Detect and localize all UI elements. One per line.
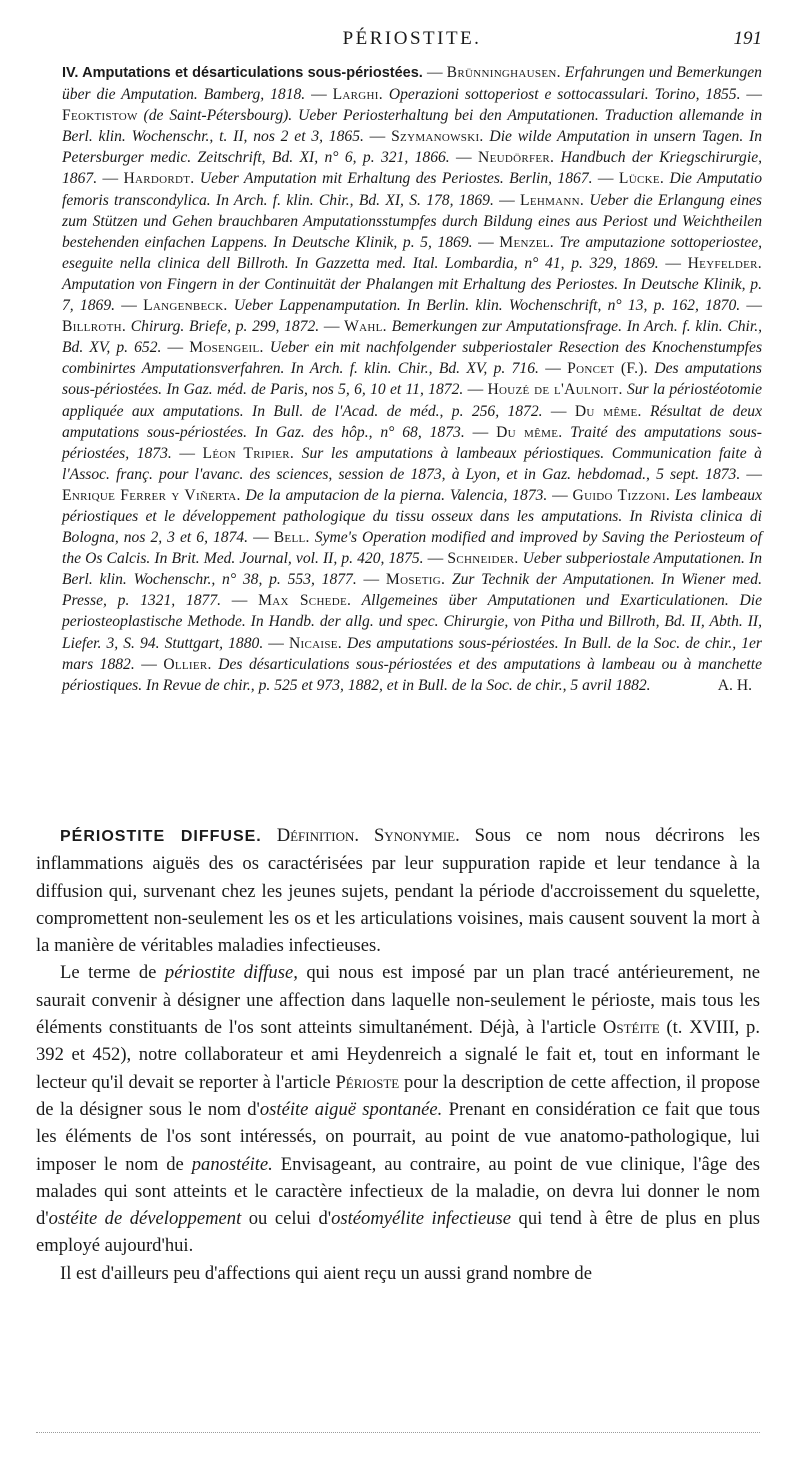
bibliography-author: Mosetig. (385, 571, 446, 589)
text-run: Envisageant, au contraire, au point de vue clinique, l'âge des malades qui sont atteints et le caractère infectieux de la maladie, on devra lui donner le nom d' (36, 1153, 760, 1230)
bibliography-author: Du même. (574, 402, 642, 420)
cross-reference: Périoste (335, 1071, 400, 1093)
entry-separator: — (248, 529, 274, 547)
bibliography-author: Poncet (F.). (567, 360, 649, 378)
bibliography-reference: Die wilde Amputation in unsern Tagen. In Petersburger medic. Zeitschrift, Bd. XI, n° 6, p. 321, 1866. (62, 128, 762, 167)
page-header (62, 28, 762, 58)
entry-separator: — (464, 423, 497, 441)
entry-separator: — (423, 550, 448, 568)
footer-rule (36, 1432, 760, 1433)
bibliography-author: Langenbeck. (143, 297, 228, 315)
bibliography-author: Neudörfer. (478, 149, 555, 167)
bibliography-author: Larghi. (332, 86, 383, 104)
bibliography-reference: Erfahrungen und Bemerkungen über die Amputation. Bamberg, 1818. (62, 64, 762, 104)
italic-term: ostéite aiguë spontanée. (259, 1098, 443, 1120)
italic-term: ostéite de développement (48, 1208, 242, 1230)
bibliography-author: Enrique Ferrer y Viñerta. (62, 486, 241, 504)
entry-separator: — (740, 465, 762, 483)
bibliography-author: Billroth. (62, 318, 127, 336)
entry-separator: — (547, 486, 573, 504)
entry-separator: — (134, 655, 164, 673)
bibliography-reference: Résultat de deux amputations sous-périostées. In Gaz. des hôp., n° 68, 1873. (62, 402, 762, 441)
signature: A. H. (717, 676, 752, 694)
bibliography-reference: Des amputations sous-périostées. In Bull. de la Soc. de chir., 1er mars 1882. (62, 634, 762, 673)
bibliography-reference: Les lambeaux périostiques et le développement pathologique du tissu osseux dans les amputations. In Rivista clinica di Bologna, nos 2, 3 et 6, 1874. (62, 486, 763, 547)
italic-term: panostéite. (191, 1153, 273, 1175)
entry-separator: — (171, 444, 203, 462)
text-run: (t. XVIII, p. 392 et 452), notre collaborateur et ami Heydenreich a signalé le fait et, tout en informant le lecteur qu'il devait se reporter à l'article (36, 1017, 760, 1093)
bibliography-author: Menzel. (499, 233, 554, 251)
bibliography-reference: Traité des amputations sous-périostées, 1873. (62, 423, 762, 462)
bibliography-reference: Amputation von Fingern in der Continuität der Phalangen mit Erhaltung des Periostes. In Deutsche Klinik, p. 7, 1869. (62, 275, 762, 315)
bibliography-author: Du même. (496, 423, 563, 441)
bibliography-reference: Ueber Lappenamputation. In Berlin. klin. Wochenschrift, n° 13, p. 162, 1870. (227, 297, 741, 315)
bibliography-reference: Ueber die Erlangung eines zum Stützen und Gehen brauchbaren Amputationsstumpfes durch Bildung eines aus Periost und Weichtheilen bestehenden einfachen Lappens. In Deutsche Klinik, p. 5, 1869. (62, 191, 762, 251)
bibliography-reference: Allgemeines über Amputationen und Exarticulationen. Die periosteoplastische Methode. In Handb. der allg. und spec. Chirurgie, von Pitha und Billroth, Bd. II, Abth. II, Liefer. 3, S. 94. Stuttgart, 1880. (62, 592, 763, 652)
bibliography-author: Heyfelder. (687, 254, 762, 272)
entry-separator: — (221, 592, 259, 610)
bibliography-reference: Bemerkungen zur Amputationsfrage. In Arch. f. klin. Chir., Bd. XV, p. 652. (62, 318, 762, 357)
bibliography-author: Lücke. (618, 170, 665, 188)
bibliography-reference: Des amputations sous-périostées. In Gaz. méd. de Paris, nos 5, 6, 10 et 11, 1872. (62, 360, 763, 399)
entry-separator: — (319, 318, 345, 336)
paragraph-continuation: Il est d'ailleurs peu d'affections qui aient reçu un aussi grand nombre de (60, 1262, 592, 1284)
entry-separator: — (542, 402, 575, 420)
entry-separator: — (426, 64, 447, 81)
entry-separator: — (592, 170, 619, 188)
italic-term: ostéomyélite infectieuse (331, 1208, 512, 1230)
synonymy-label: Synonymie. (373, 825, 460, 846)
text-run: qui nous est imposé par un plan tracé antérieurement, ne saurait convenir à désigner une affection dans laquelle non-seulement le périoste, mais tous les éléments constituants de l'os sont atteints simultanément. Déjà, à l'article (36, 962, 760, 1039)
paragraph-terminology (36, 959, 760, 1259)
bibliography-reference: Syme's Operation modified and improved by Saving the Periosteum of the Os Calcis. In Brit. Med. Journal, vol. II, p. 420, 1875. (62, 529, 762, 568)
text-run: qui tend à être de plus en plus employé aujourd'hui. (36, 1208, 760, 1257)
text-run: Prenant en considération ce fait que tous les éléments de l'os sont intéressés, on pourrait, au point de vue anatomo-pathologique, lui imposer le nom de (36, 1098, 760, 1175)
entry-separator: — (472, 233, 500, 251)
entry-separator: — (305, 86, 333, 104)
bibliography-reference: Chirurg. Briefe, p. 299, 1872. (126, 318, 320, 336)
paragraph-definition (36, 822, 760, 959)
bibliography-reference: De la amputacion de la pierna. Valencia, 1873. (240, 486, 548, 504)
bibliography-entries (62, 64, 762, 694)
page-number: 191 (733, 28, 762, 49)
bibliography-author: Ollier. (163, 655, 212, 673)
entry-separator: — (363, 128, 392, 146)
bibliography-author: Mosengeil. (189, 339, 264, 357)
article-title: PÉRIOSTITE DIFFUSE. (60, 828, 262, 845)
bibliography-reference: Des désarticulations sous-périostées et des amputations à lambeau ou à manchette périostiques. In Revue de chir., p. 525 et 973, 1882, et in Bull. de la Soc. de chir., 5 avril 1882. (62, 655, 762, 694)
bibliography-section (62, 62, 762, 696)
entry-separator: — (538, 360, 568, 378)
definition-label: Définition. (276, 825, 360, 846)
bibliography-reference: Operazioni sottoperiost e sottocassulari. Torino, 1855. (382, 86, 741, 104)
bibliography-author: Nicaise. (288, 634, 342, 652)
bibliography-section-head: IV. Amputations et désarticulations sous-périostées. (62, 65, 423, 81)
bibliography-author: Lehmann. (520, 191, 585, 209)
bibliography-reference: Sur la périostéotomie appliquée aux amputations. In Bull. de l'Acad. de méd., p. 256, 1872. (62, 381, 763, 420)
entry-separator: — (740, 297, 762, 315)
bibliography-author: Brünninghausen. (446, 64, 561, 81)
entry-separator: — (463, 381, 488, 399)
bibliography-author: Max Schede. (258, 592, 352, 610)
running-title: PÉRIOSTITE. (342, 28, 482, 49)
bibliography-author: Schneider. (447, 550, 519, 568)
entry-separator: — (740, 86, 762, 104)
italic-term: périostite diffuse, (164, 962, 298, 984)
bibliography-reference: Die Amputatio femoris transcondylica. In Arch. f. klin. Chir., Bd. XI, S. 178, 1869. (62, 170, 763, 209)
bibliography-reference: Tre amputazione sottoperiostee, eseguite nella clinica dell Billroth. In Gazzetta med. Ital. Lombardia, n° 41, p. 329, 1869. (62, 233, 763, 272)
bibliography-author: Guido Tizzoni. (572, 486, 671, 504)
bibliography-author: Houzé de l'Aulnoit. (487, 381, 623, 399)
entry-separator: — (658, 254, 688, 272)
bibliography-author: Hardordt. (123, 170, 195, 188)
bibliography-reference: Ueber subperiostale Amputationen. In Berl. klin. Wochenschr., n° 38, p. 553, 1877. (62, 550, 763, 589)
bibliography-author: Léon Tripier. (202, 444, 295, 462)
bibliography-reference: Zur Technik der Amputationen. In Wiener med. Presse, p. 1321, 1877. (62, 571, 762, 610)
entry-separator: — (161, 339, 190, 357)
bibliography-reference: Handbuch der Kriegschirurgie, 1867. (62, 149, 763, 188)
bibliography-author: Feoktistow (62, 107, 138, 125)
bibliography-author: Bell. (273, 529, 310, 547)
entry-separator: — (449, 149, 479, 167)
text-run: pour la description de cette affection, il propose de la désigner sous le nom d' (36, 1071, 761, 1120)
entry-separator: — (115, 297, 144, 315)
bibliography-reference: Sur les amputations à lambeaux périostiques. Communication faite à l'Assoc. franç. pour l'avanc. des sciences, session de 1873, à Lyon, et in Gaz. hebdomad., 5 sept. 1873. (62, 444, 762, 483)
text-run: ou celui d' (241, 1208, 332, 1230)
bibliography-author: Szymanowski. (391, 128, 484, 146)
bibliography-author: Wahl. (344, 318, 387, 336)
bibliography-reference: Ueber ein mit nachfolgender subperiostaler Resection des Knochenstumpfes combinirtes Amputationsverfahren. In Arch. f. klin. Chir., Bd. XV, p. 716. (62, 339, 763, 378)
text-run: Le terme de (60, 962, 165, 984)
entry-separator: — (97, 170, 124, 188)
paragraph-text: Sous ce nom nous décrirons les inflammations aiguës des os caractérisées par leur suppuration rapide et leur tendance à la diffusion qui, survenant chez les jeunes sujets, pendant la période d'accroissement du squelette, compromettent non-seulement les os et les articulations voisines, mais causent souvent la mort à la manière de véritables maladies infectieuses. (36, 825, 760, 957)
entry-separator: — (263, 634, 289, 652)
cross-reference: Ostéite (602, 1017, 660, 1039)
bibliography-reference: Ueber Amputation mit Erhaltung des Periostes. Berlin, 1867. (194, 170, 593, 188)
entry-separator: — (356, 571, 386, 589)
entry-separator: — (493, 191, 520, 209)
article-body (36, 822, 760, 1287)
bibliography-reference: (de Saint-Pétersbourg). Ueber Periosterhaltung bei den Amputationen. Traduction allemande in Berl. klin. Wochenschr., t. II, nos 2 et 3, 1865. (62, 107, 762, 146)
